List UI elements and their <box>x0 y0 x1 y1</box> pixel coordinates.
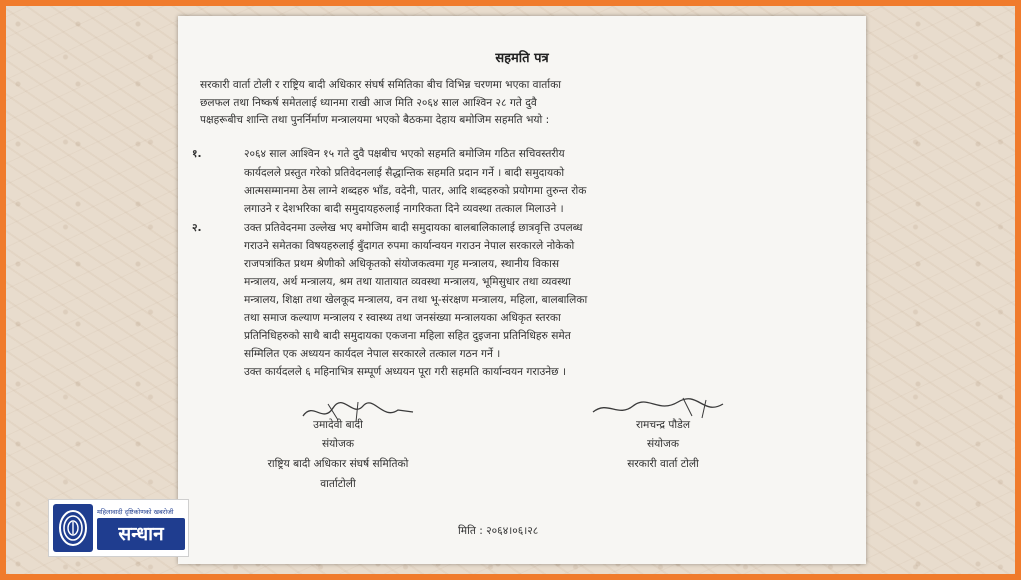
signatory-left-org: राष्ट्रिय बादी अधिकार संघर्ष समितिको <box>267 458 409 470</box>
point-line: प्रतिनिधिहरुको साथै बादी समुदायका एकजना महिला सहित दुइजना प्रतिनिधिहरु समेत <box>244 330 571 342</box>
point-number: २. <box>192 222 202 234</box>
point-line: मन्त्रालय, अर्थ मन्त्रालय, श्रम तथा यातायात व्यवस्था मन्त्रालय, भूमिसुधार तथा व्यवस्था <box>244 276 571 288</box>
point-line: तथा समाज कल्याण मन्त्रालय र स्वास्थ्य तथा जनसंख्या मन्त्रालयका अधिकृत स्तरका <box>244 312 561 324</box>
point-line: २०६४ साल आश्विन १५ गते दुवै पक्षबीच भएको सहमति बमोजिम गठित सचिवस्तरीय <box>244 148 565 160</box>
point-line: लगाउने र देशभरिका बादी समुदायहरुलाई नागरिकता दिने व्यवस्था तत्काल मिलाउने । <box>244 203 564 215</box>
intro-line: छलफल तथा निष्कर्ष समेतलाई ध्यानमा राखी आज मिति २०६४ साल आश्विन २८ गते दुवै <box>200 97 537 109</box>
signatory-right-role: संयोजक <box>646 438 680 450</box>
fingerprint-face-icon <box>53 504 93 552</box>
scanned-document <box>178 16 866 564</box>
point-line: उक्त कार्यदलले ६ महिनाभित्र सम्पूर्ण अध्ययन पूरा गरी सहमति कार्यान्वयन गराउनेछ । <box>244 366 566 378</box>
point-number: १. <box>192 148 202 160</box>
point-line: कार्यदलले प्रस्तुत गरेको प्रतिवेदनलाई सैद्धान्तिक सहमति प्रदान गर्ने । बादी समुदायको <box>244 167 565 179</box>
signatory-left-org-line2: वार्ताटोली <box>320 478 356 490</box>
point-line: आत्मसम्मानमा ठेस लाग्ने शब्दहरु भाँड, वदेनी, पातर, आदि शब्दहरुको प्रयोगमा तुरुन्त रोक <box>244 185 587 197</box>
point-line: राजपत्रांकित प्रथम श्रेणीको अधिकृतको संयोजकत्वमा गृह मन्त्रालय, स्थानीय विकास <box>244 258 560 270</box>
signatory-left <box>218 418 458 493</box>
signatory-left-role: संयोजक <box>321 438 355 450</box>
sandhan-logo <box>48 499 189 557</box>
point-line: उक्त प्रतिवेदनमा उल्लेख भए बमोजिम बादी समुदायका बालबालिकालाई छात्रवृत्ति उपलब्ध <box>244 222 583 234</box>
signatory-right <box>558 418 768 473</box>
point-line: गराउने समेतका विषयहरुलाई बुँदागत रुपमा कार्यान्वयन गराउन नेपाल सरकारले नोकेको <box>244 240 575 252</box>
document-date: मिति : २०६४।०६।२८ <box>458 525 539 537</box>
point-line: मन्त्रालय, शिक्षा तथा खेलकूद मन्त्रालय, वन तथा भू-संरक्षण मन्त्रालय, महिला, बालबालिका <box>244 294 588 306</box>
intro-line: सरकारी वार्ता टोली र राष्ट्रिय बादी अधिकार संघर्ष समितिका बीच विभिन्न चरणमा भएका वार्ताका <box>200 79 561 91</box>
signatory-right-name: रामचन्द्र पौडेल <box>635 419 690 431</box>
intro-line: पक्षहरूबीच शान्ति तथा पुनर्निर्माण मन्त्रालयमा भएको बैठकमा देहाय बमोजिम सहमति भयो : <box>200 114 550 126</box>
logo-name: सन्धान <box>97 518 185 550</box>
signatory-left-name: उमादेवी बादी <box>313 419 363 431</box>
logo-tagline: महिलावादी दृष्टिकोणको खबरोजी <box>97 508 174 516</box>
signatory-right-org: सरकारी वार्ता टोली <box>627 458 699 470</box>
document-title: सहमति पत्र <box>495 51 549 66</box>
point-line: सम्मिलित एक अध्ययन कार्यदल नेपाल सरकारले तत्काल गठन गर्ने । <box>244 348 501 360</box>
